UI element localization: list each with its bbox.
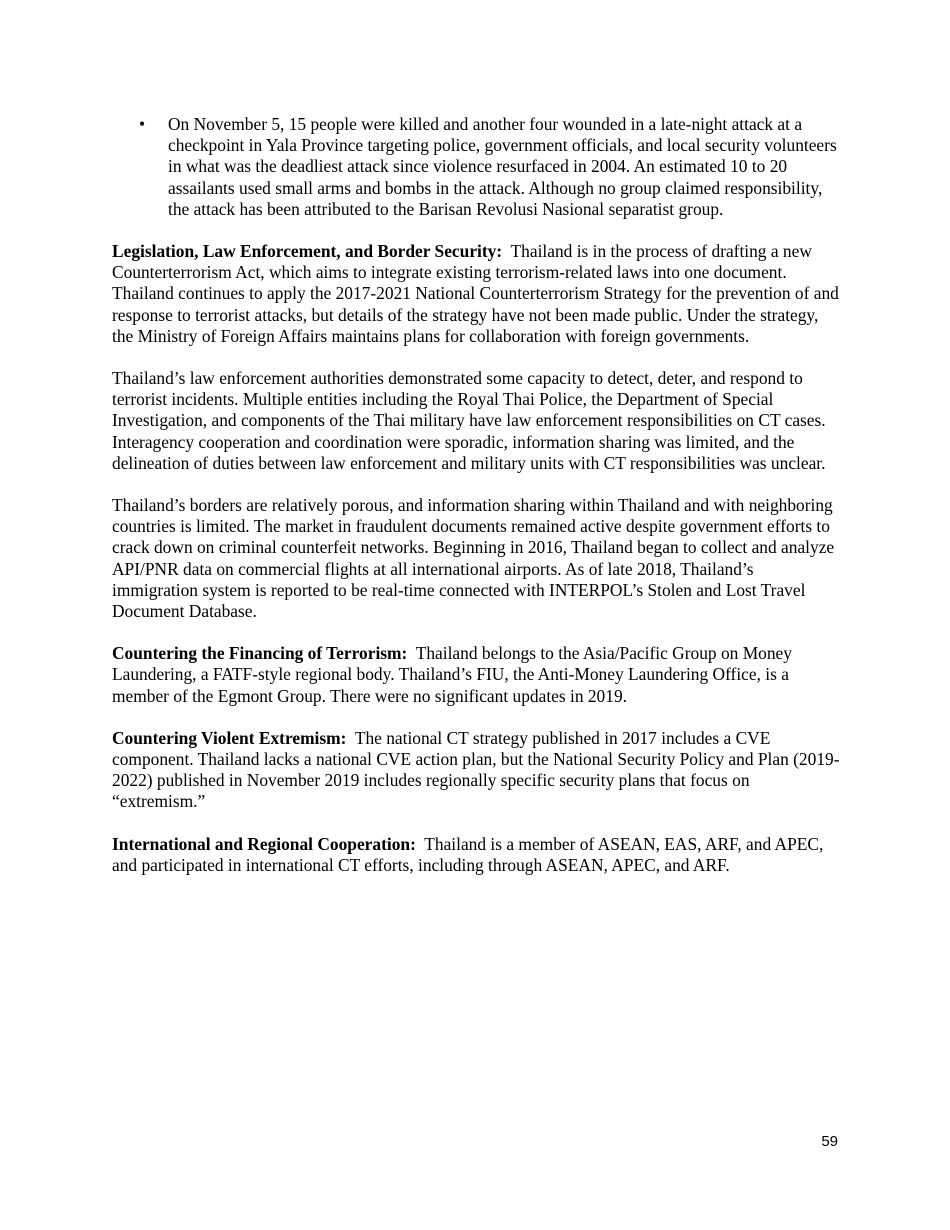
bullet-icon: •	[139, 114, 146, 134]
list-item	[112, 114, 842, 220]
paragraph-borders	[112, 495, 842, 622]
section-text-cooperation: Thailand is a member of ASEAN, EAS, ARF, and APEC, and participated in international CT efforts, including through ASEAN, APEC, and ARF.	[112, 833, 824, 875]
paragraph-text-borders: Thailand’s borders are relatively porous, and information sharing within Thailand and with neighboring countries is limited. The market in fraudulent documents remained active despite government efforts to crack down on criminal counterfeit networks. Beginning in 2016, Thailand began to collect and analyze API/PNR data on commercial flights at all international airports. As of late 2018, Thailand’s immigration system is reported to be real-time connected with INTERPOL’s Stolen and Lost Travel Document Database.	[112, 495, 835, 622]
bullet-list	[112, 114, 842, 220]
paragraph-law-enforcement	[112, 368, 842, 474]
section-cooperation	[112, 834, 842, 876]
section-heading-cve: Countering Violent Extremism:	[112, 727, 347, 748]
section-text-legislation: Thailand is in the process of drafting a new Counterterrorism Act, which aims to integrate existing terrorism-related laws into one document. Thailand continues to apply the 2017-2021 National Counterterrorism Strategy for the prevention of and response to terrorist attacks, but details of the strategy have not been made public. Under the strategy, the Ministry of Foreign Affairs maintains plans for collaboration with foreign governments.	[112, 241, 839, 346]
section-text-cve: The national CT strategy published in 2017 includes a CVE component. Thailand lacks a national CVE action plan, but the National Security Policy and Plan (2019-2022) published in November 2019 includes regionally specific security plans that focus on “extremism.”	[112, 727, 840, 812]
document-body	[112, 114, 842, 876]
section-legislation	[112, 241, 842, 347]
section-heading-cooperation: International and Regional Cooperation:	[112, 833, 416, 854]
section-cve	[112, 728, 842, 813]
section-text-financing: Thailand belongs to the Asia/Pacific Group on Money Laundering, a FATF-style regional body. Thailand’s FIU, the Anti-Money Laundering Office, is a member of the Egmont Group. There were no significant updates in 2019.	[112, 643, 792, 706]
bullet-text: On November 5, 15 people were killed and another four wounded in a late-night attack at a checkpoint in Yala Province targeting police, government officials, and local security volunteers in what was the deadliest attack since violence resurfaced in 2004. An estimated 10 to 20 assailants used small arms and bombs in the attack. Although no group claimed responsibility, the attack has been attributed to the Barisan Revolusi Nasional separatist group.	[168, 114, 837, 219]
section-heading-legislation: Legislation, Law Enforcement, and Border Security:	[112, 241, 503, 262]
page-number: 59	[821, 1133, 838, 1150]
section-financing	[112, 643, 842, 707]
section-heading-financing: Countering the Financing of Terrorism:	[112, 643, 408, 664]
paragraph-text-law-enforcement: Thailand’s law enforcement authorities demonstrated some capacity to detect, deter, and respond to terrorist incidents. Multiple entities including the Royal Thai Police, the Department of Special Investigation, and components of the Thai military have law enforcement responsibilities on CT cases. Interagency cooperation and coordination were sporadic, information sharing was limited, and the delineation of duties between law enforcement and military units with CT responsibilities was unclear.	[112, 368, 826, 473]
